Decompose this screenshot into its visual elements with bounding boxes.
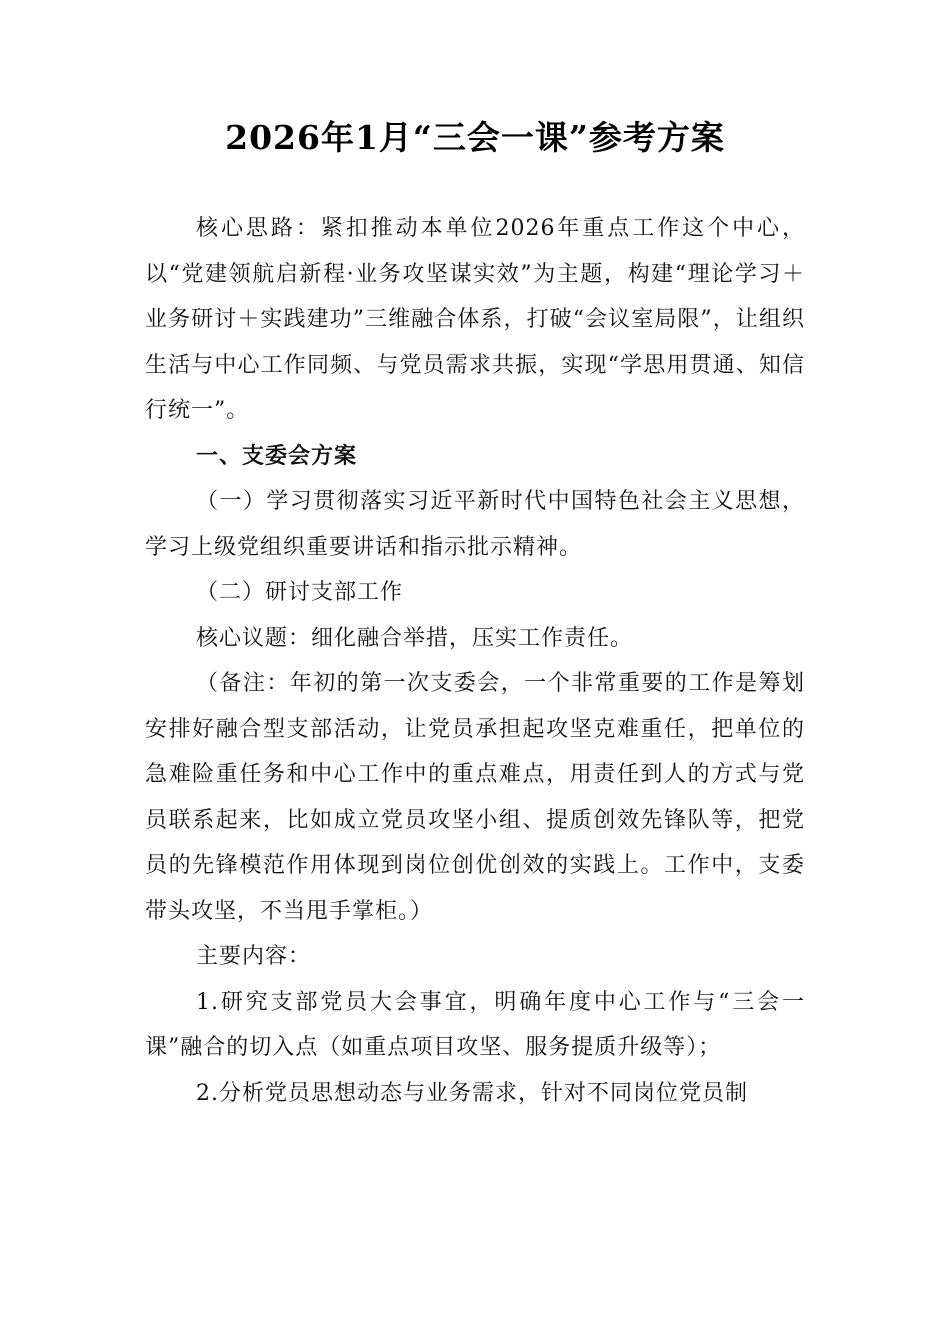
point-2-paragraph: 2.分析党员思想动态与业务需求，针对不同岗位党员制 bbox=[196, 1080, 748, 1106]
core-idea-paragraph: 核心思路：紧扣推动本单位2026年重点工作这个中心，以“党建领航启新程·业务攻坚谋实效”为主题，构建“理论学习＋业务研讨＋实践建功”三维融合体系，打破“会议室局限”，让组织生活与中心工作同频、与党员需求共振，实现“学思用贯通、知信行统一”。 bbox=[145, 216, 805, 423]
core-topic-paragraph: 核心议题：细化融合举措，压实工作责任。 bbox=[196, 625, 634, 651]
document-title: 2026年1月“三会一课”参考方案 bbox=[225, 118, 725, 157]
note-paragraph: （备注：年初的第一次支委会，一个非常重要的工作是筹划安排好融合型支部活动，让党员承担起攻坚克难重任，把单位的急难险重任务和中心工作中的重点难点，用责任到人的方式与党员联系起来，比如成立党员攻坚小组、提质创效先锋队等，把党员的先锋模范作用体现到岗位创优创效的实践上。工作中，支委带头攻坚，不当甩手掌柜。） bbox=[145, 671, 805, 924]
point-1-paragraph: 1.研究支部党员大会事宜，明确年度中心工作与“三会一课”融合的切入点（如重点项目攻坚、服务提质升级等）； bbox=[145, 989, 805, 1060]
item-discuss-paragraph: （二）研讨支部工作 bbox=[196, 580, 404, 605]
section-heading-committee-plan: 一、支委会方案 bbox=[196, 443, 358, 469]
main-content-label: 主要内容： bbox=[196, 944, 312, 969]
item-study-paragraph: （一）学习贯彻落实习近平新时代中国特色社会主义思想，学习上级党组织重要讲话和指示批示精神。 bbox=[145, 489, 805, 560]
document-body bbox=[145, 206, 805, 1116]
